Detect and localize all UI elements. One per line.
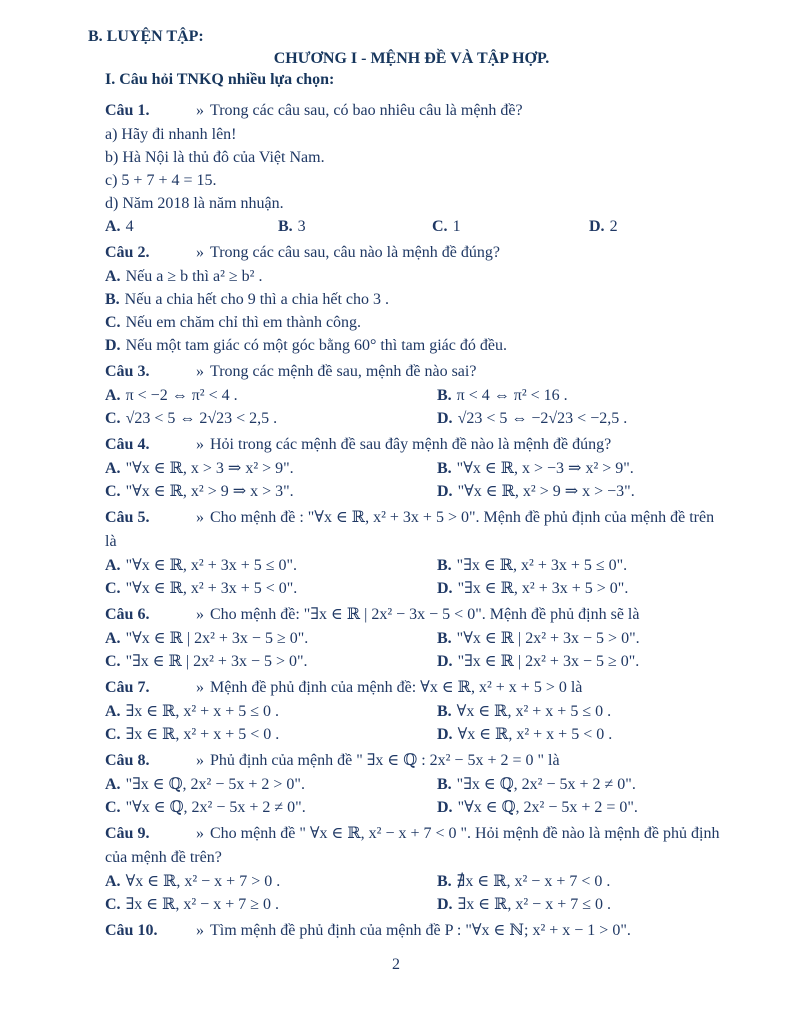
option-text: "∃x ∈ ℝ | 2x² + 3x − 5 ≥ 0". [457,653,640,670]
option [105,650,437,673]
option [105,334,735,357]
option-text: Nếu một tam giác có một góc bằng 60° thì tam giác đó đều. [125,337,507,354]
option-label: B. [105,291,120,308]
option [437,577,735,600]
option [437,457,735,480]
option-label: D. [437,483,453,500]
option-text: ∃x ∈ ℝ, x² − x + 7 ≥ 0 . [125,896,280,913]
option-text: π < −2 ⇔ π² < 4 . [125,387,238,404]
option [437,554,735,577]
question-prompt-continuation: của mệnh đề trên? [105,849,222,866]
option-label: C. [105,483,121,500]
section-heading: B. LUYỆN TẬP: [88,28,204,45]
question-marker-icon: » [196,752,204,769]
question-number: Câu 9. [105,825,150,842]
option [437,384,735,407]
option [105,627,437,650]
option-label: A. [105,387,121,404]
option-text: "∀x ∈ ℝ, x² > 9 ⇒ x > −3". [457,483,635,500]
option-text: "∀x ∈ ℝ | 2x² + 3x − 5 > 0". [456,630,640,647]
option-label: B. [437,776,452,793]
question-first-line [105,432,735,457]
option-label: B. [437,873,452,890]
option-label: A. [105,776,121,793]
question-block [105,240,735,357]
option [105,407,437,430]
option-label: D. [437,653,453,670]
chapter-title: CHƯƠNG I - MỆNH ĐỀ VÀ TẬP HỢP. [273,50,550,67]
option [278,215,432,238]
option-text: "∀x ∈ ℝ, x² > 9 ⇒ x > 3". [125,483,294,500]
options-grid [105,700,735,746]
option-label: C. [105,653,121,670]
question-prompt: Trong các mệnh đề sau, mệnh đề nào sai? [210,363,477,380]
option [105,215,278,238]
option-text: "∃x ∈ ℝ | 2x² + 3x − 5 > 0". [125,653,308,670]
option-text: Nếu a chia hết cho 9 thì a chia hết cho 3 . [124,291,390,308]
option [105,311,735,334]
question-marker-icon: » [196,363,204,380]
option-text: ∃x ∈ ℝ, x² + x + 5 ≤ 0 . [125,703,280,720]
option-text: 4 [125,218,134,235]
option-label: B. [437,703,452,720]
question-number: Câu 5. [105,509,150,526]
option [437,773,735,796]
question-prompt: Mệnh đề phủ định của mệnh đề: ∀x ∈ ℝ, x² + x + 5 > 0 là [210,679,583,696]
option-text: "∃x ∈ ℚ, 2x² − 5x + 2 > 0". [125,776,305,793]
question-text [196,359,735,384]
question-marker-icon: » [196,922,204,939]
question-number: Câu 8. [105,752,150,769]
option-label: D. [437,580,453,597]
question-first-line [105,505,735,530]
option-text: "∀x ∈ ℝ, x² + 3x + 5 ≤ 0". [125,557,298,574]
option-label: A. [105,703,121,720]
question-number: Câu 2. [105,244,150,261]
question-block [105,821,735,916]
question-number: Câu 4. [105,436,150,453]
question-block [105,602,735,673]
question-prompt: Cho mệnh đề " ∀x ∈ ℝ, x² − x + 7 < 0 ". Hỏi mệnh đề nào là mệnh đề phủ định [210,825,720,842]
question-block [105,748,735,819]
option [105,796,437,819]
option-label: C. [105,896,121,913]
question-number: Câu 3. [105,363,150,380]
question-marker-icon: » [196,606,204,623]
question-marker-icon: » [196,825,204,842]
option [105,723,437,746]
question-first-line [105,359,735,384]
option-label: A. [105,268,121,285]
option-label: C. [105,799,121,816]
option-text: ∀x ∈ ℝ, x² + x + 5 ≤ 0 . [456,703,612,720]
option [105,700,437,723]
statement-line: d) Năm 2018 là năm nhuận. [105,195,284,212]
option [105,384,437,407]
option-text: "∀x ∈ ℝ | 2x² + 3x − 5 ≥ 0". [125,630,309,647]
question-first-line [105,821,735,846]
question-text [196,505,735,530]
option-text: ∃x ∈ ℝ, x² + x + 5 < 0 . [125,726,280,743]
option-text: ∄x ∈ ℝ, x² − x + 7 < 0 . [456,873,611,890]
question-first-line [105,98,735,123]
question-block [105,432,735,503]
question-text [196,240,735,265]
option-text: "∀x ∈ ℝ, x > −3 ⇒ x² > 9". [456,460,634,477]
question-text [196,821,735,846]
question-prompt: Cho mệnh đề: "∃x ∈ ℝ | 2x² − 3x − 5 < 0". Mệnh đề phủ định sẽ là [210,606,640,623]
option-label: B. [437,460,452,477]
question-prompt: Trong các câu sau, câu nào là mệnh đề đúng? [210,244,500,261]
option-text: "∀x ∈ ℚ, 2x² − 5x + 2 = 0". [457,799,638,816]
question-prompt: Cho mệnh đề : "∀x ∈ ℝ, x² + 3x + 5 > 0". Mệnh đề phủ định của mệnh đề trên [210,509,715,526]
option-label: D. [589,218,605,235]
option-label: A. [105,557,121,574]
subsection-heading: I. Câu hỏi TNKQ nhiều lựa chọn: [105,71,335,88]
option-text: √23 < 5 ⇔ −2√23 < −2,5 . [457,410,628,427]
question-number: Câu 10. [105,922,158,939]
option [105,577,437,600]
option [105,457,437,480]
option-label: B. [437,557,452,574]
option-text: ∃x ∈ ℝ, x² − x + 7 ≤ 0 . [457,896,612,913]
option-label: C. [105,314,121,331]
option-label: D. [437,726,453,743]
options-grid [105,265,735,357]
question-prompt: Hỏi trong các mệnh đề sau đây mệnh đề nào là mệnh đề đúng? [210,436,612,453]
option-label: A. [105,873,121,890]
option-text: "∃x ∈ ℚ, 2x² − 5x + 2 ≠ 0". [456,776,636,793]
question-number: Câu 6. [105,606,150,623]
question-first-line [105,918,735,943]
question-prompt: Trong các câu sau, có bao nhiêu câu là mệnh đề? [210,102,523,119]
option-text: 2 [609,218,618,235]
options-grid [105,627,735,673]
option-label: D. [437,410,453,427]
question-marker-icon: » [196,509,204,526]
option-label: B. [278,218,293,235]
option [105,893,437,916]
option-text: 1 [452,218,461,235]
question-marker-icon: » [196,679,204,696]
option-text: "∀x ∈ ℝ, x > 3 ⇒ x² > 9". [125,460,294,477]
option-label: B. [437,387,452,404]
question-marker-icon: » [196,102,204,119]
option-text: "∃x ∈ ℝ, x² + 3x + 5 > 0". [457,580,629,597]
option-text: "∀x ∈ ℝ, x² + 3x + 5 < 0". [125,580,298,597]
option-text: "∀x ∈ ℚ, 2x² − 5x + 2 ≠ 0". [125,799,306,816]
question-first-line [105,748,735,773]
option-label: B. [437,630,452,647]
question-text [196,918,735,943]
page-number: 2 [392,956,400,973]
option [589,215,735,238]
question-first-line [105,675,735,700]
option-text: Nếu a ≥ b thì a² ≥ b² . [125,268,263,285]
option-text: Nếu em chăm chỉ thì em thành công. [125,314,362,331]
question-text [196,748,735,773]
option [437,480,735,503]
statement-line: a) Hãy đi nhanh lên! [105,126,237,143]
option-label: A. [105,460,121,477]
question-prompt-continuation: là [105,533,117,550]
option-text: π < 4 ⇔ π² < 16 . [456,387,568,404]
options-grid [105,384,735,430]
option [105,265,735,288]
statement-line: c) 5 + 7 + 4 = 15. [105,172,217,189]
option [105,870,437,893]
option-label: C. [105,726,121,743]
options-grid [105,457,735,503]
question-prompt: Phủ định của mệnh đề " ∃x ∈ ℚ : 2x² − 5x + 2 = 0 " là [210,752,560,769]
option-label: A. [105,630,121,647]
option [437,407,735,430]
question-block [105,675,735,746]
question-text [196,602,735,627]
option [432,215,589,238]
option-text: ∀x ∈ ℝ, x² + x + 5 < 0 . [457,726,613,743]
options-grid [105,554,735,600]
option-label: C. [105,580,121,597]
question-block [105,359,735,430]
option-label: D. [437,799,453,816]
question-block [105,918,735,943]
option-label: C. [432,218,448,235]
options-grid [105,773,735,819]
option-text: ∀x ∈ ℝ, x² − x + 7 > 0 . [125,873,281,890]
question-marker-icon: » [196,436,204,453]
option [105,288,735,311]
option [437,796,735,819]
option [437,893,735,916]
option [105,554,437,577]
option [437,650,735,673]
questions-list [105,98,735,943]
options-grid [105,870,735,916]
option-label: D. [105,337,121,354]
question-number: Câu 1. [105,102,150,119]
option [437,870,735,893]
options-grid [105,215,735,238]
question-block [105,505,735,600]
question-text [196,432,735,457]
question-first-line [105,602,735,627]
option-text: 3 [297,218,306,235]
question-text [196,98,735,123]
option-text: √23 < 5 ⇔ 2√23 < 2,5 . [125,410,278,427]
statement-line: b) Hà Nội là thủ đô của Việt Nam. [105,149,325,166]
option [437,700,735,723]
option [105,773,437,796]
option-label: A. [105,218,121,235]
option [437,723,735,746]
question-prompt: Tìm mệnh đề phủ định của mệnh đề P : "∀x ∈ ℕ; x² + x − 1 > 0". [210,922,631,939]
option-text: "∃x ∈ ℝ, x² + 3x + 5 ≤ 0". [456,557,628,574]
option [105,480,437,503]
question-first-line [105,240,735,265]
question-number: Câu 7. [105,679,150,696]
question-marker-icon: » [196,244,204,261]
option-label: D. [437,896,453,913]
option-label: C. [105,410,121,427]
question-text [196,675,735,700]
question-block [105,98,735,238]
option [437,627,735,650]
